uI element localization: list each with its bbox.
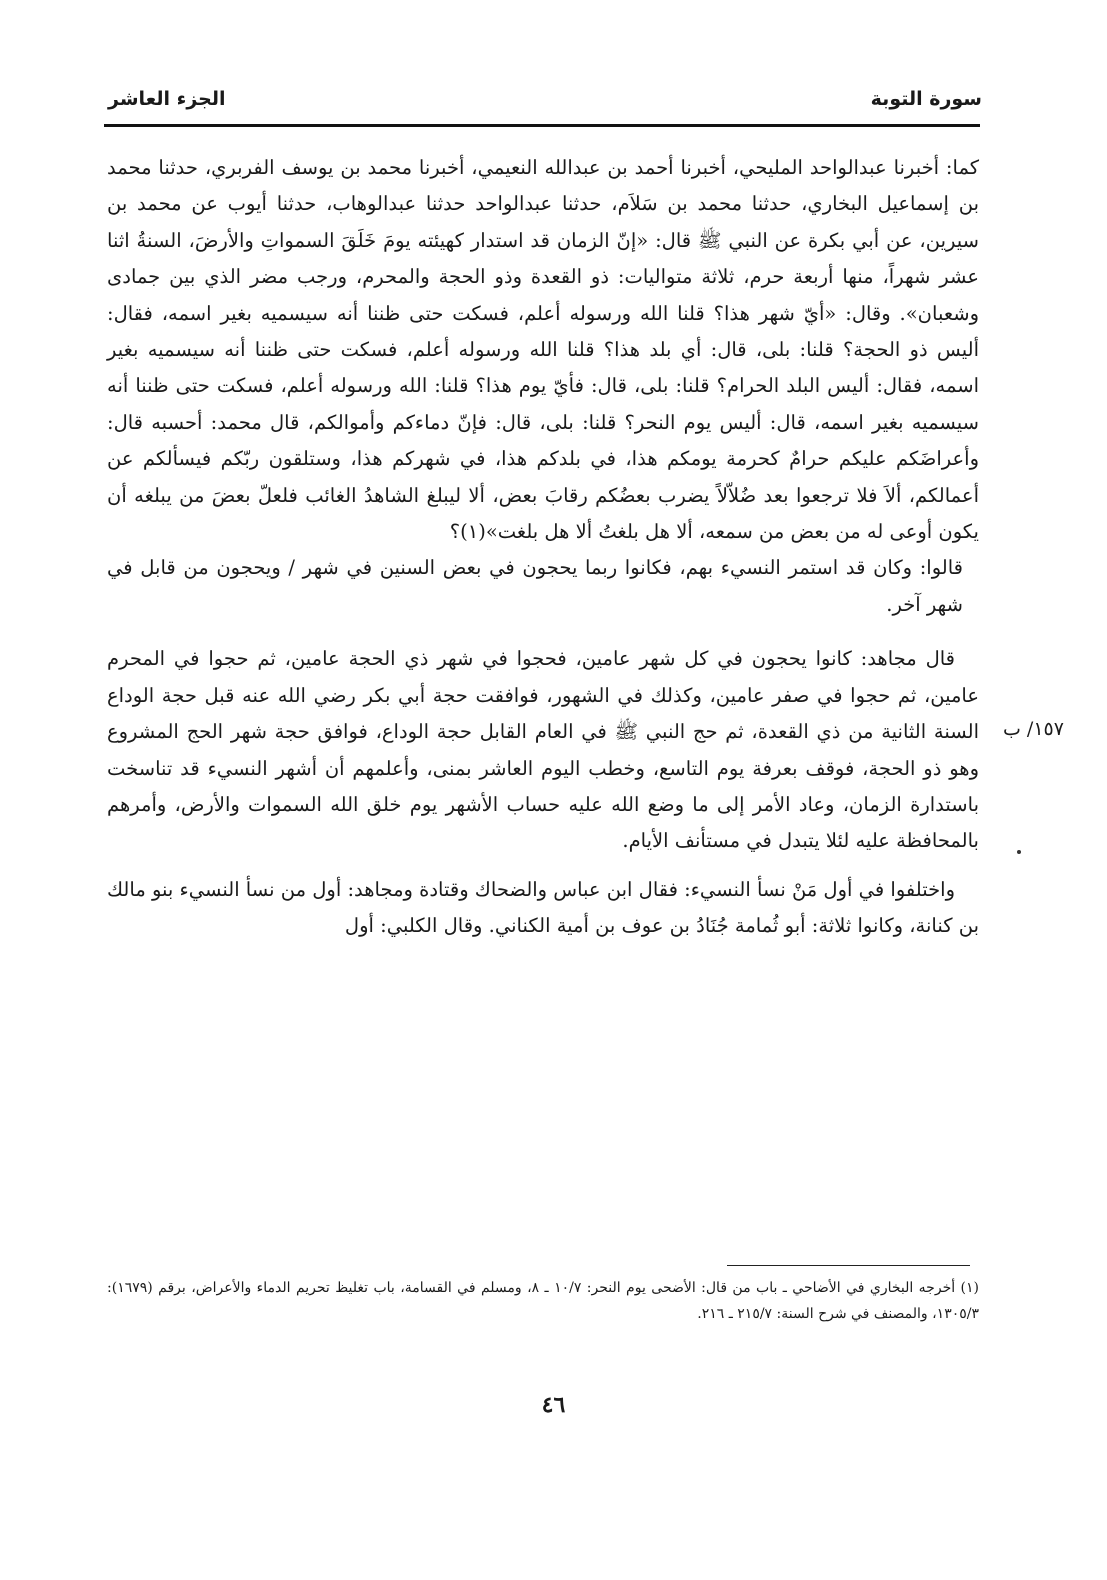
main-text xyxy=(107,150,979,945)
page-number: ٤٦ xyxy=(541,1392,566,1418)
footnote-divider xyxy=(727,1265,970,1266)
header-divider xyxy=(104,124,980,127)
footnote: (١) أخرجه البخاري في الأضاحي ـ باب من قال: الأضحى يوم النحر: ١٠/٧ ـ ٨، ومسلم في القسامة، باب تغليظ تحريم الدماء والأعراض، برقم (١٦٧٩): ١٣٠٥/٣، والمصنف في شرح السنة: ٢١٥/٧ ـ ٢١٦. xyxy=(107,1280,979,1322)
paragraph-mujahid: قال مجاهد: كانوا يحجون في كل شهر عامين، فحجوا في شهر ذي الحجة عامين، ثم حجوا في المحرم عامين، ثم حجوا في صفر عامين، وكذلك في الشهور، فوافقت حجة أبي بكر رضي الله عنه قبل حجة الوداع السنة الثانية من ذي القعدة، ثم حج النبي ﷺ في العام القابل حجة الوداع، فوافق حجة شهر الحج المشروع وهو ذو الحجة، فوقف بعرفة يوم التاسع، وخطب اليوم العاشر بمنى، وأعلمهم أن أشهر النسيء قد تناسخت باستدارة الزمان، وعاد الأمر إلى ما وضع الله عليه حساب الأشهر يوم خلق الله السموات والأرض، وأمرهم بالمحافظة عليه لئلا يتبدل في مستأنف الأيام. xyxy=(107,647,979,853)
running-header-part: الجزء العاشر xyxy=(108,88,226,110)
paragraph-first-nasi: واختلفوا في أول مَنْ نسأ النسيء: فقال ابن عباس والضحاك وقتادة ومجاهد: أول من نسأ النسيء بنو مالك بن كنانة، وكانوا ثلاثة: أبو ثُمامة جُنَادُ بن عوف بن أمية الكناني. وقال الكلبي: أول xyxy=(107,877,979,938)
running-header-surah: سورة التوبة xyxy=(870,88,982,110)
paragraph-nasi: قالوا: وكان قد استمر النسيء بهم، فكانوا ربما يحجون في بعض السنين في شهر / ويحجون من قابل في شهر آخر. xyxy=(107,556,963,616)
paragraph-hadith: كما: أخبرنا عبدالواحد المليحي، أخبرنا أحمد بن عبدالله النعيمي، أخبرنا محمد بن يوسف الفربري، حدثنا محمد بن إسماعيل البخاري، حدثنا محمد بن سَلاَم، حدثنا عبدالواحد حدثنا عبدالوهاب، حدثنا أيوب عن محمد بن سيرين، عن أبي بكرة عن النبي ﷺ قال: «إنّ الزمان قد استدار كهيئته يومَ خَلَقَ السمواتِ والأرضَ، السنةُ اثنا عشر شهراً، منها أربعة حرم، ثلاثة متواليات: ذو القعدة وذو الحجة والمحرم، ورجب مضر الذي بين جمادى وشعبان». وقال: «أيّ شهر هذا؟ قلنا الله ورسوله أعلم، فسكت حتى ظننا أنه سيسميه بغير اسمه، فقال: أليس ذو الحجة؟ قلنا: بلى، قال: أي بلد هذا؟ قلنا الله ورسوله أعلم، فسكت حتى ظننا أنه سيسميه بغير اسمه، فقال: أليس البلد الحرام؟ قلنا: بلى، قال: فأيّ يوم هذا؟ قلنا: الله ورسوله أعلم، فسكت حتى ظننا أنه سيسميه بغير اسمه، قال: أليس يوم النحر؟ قلنا: بلى، قال: فإنّ دماءكم وأموالكم، قال محمد: أحسبه قال: وأعراضَكم عليكم حرامٌ كحرمة يومكم هذا، في بلدكم هذا، في شهركم هذا، وستلقون ربّكم فيسألكم عن أعمالكم، ألاَ فلا ترجعوا بعد ضُلاّلاً يضرب بعضُكم رقابَ بعض، ألا ليبلغ الشاهدُ الغائب فلعلّ بعضَ من يبلغه أن يكون أوعى له من بعض من سمعه، ألا هل بلغتُ ألا هل بلغت»(١)؟ xyxy=(107,156,979,544)
margin-dot xyxy=(1017,850,1021,854)
manuscript-folio-note: ١٥٧/ ب xyxy=(1003,718,1064,740)
